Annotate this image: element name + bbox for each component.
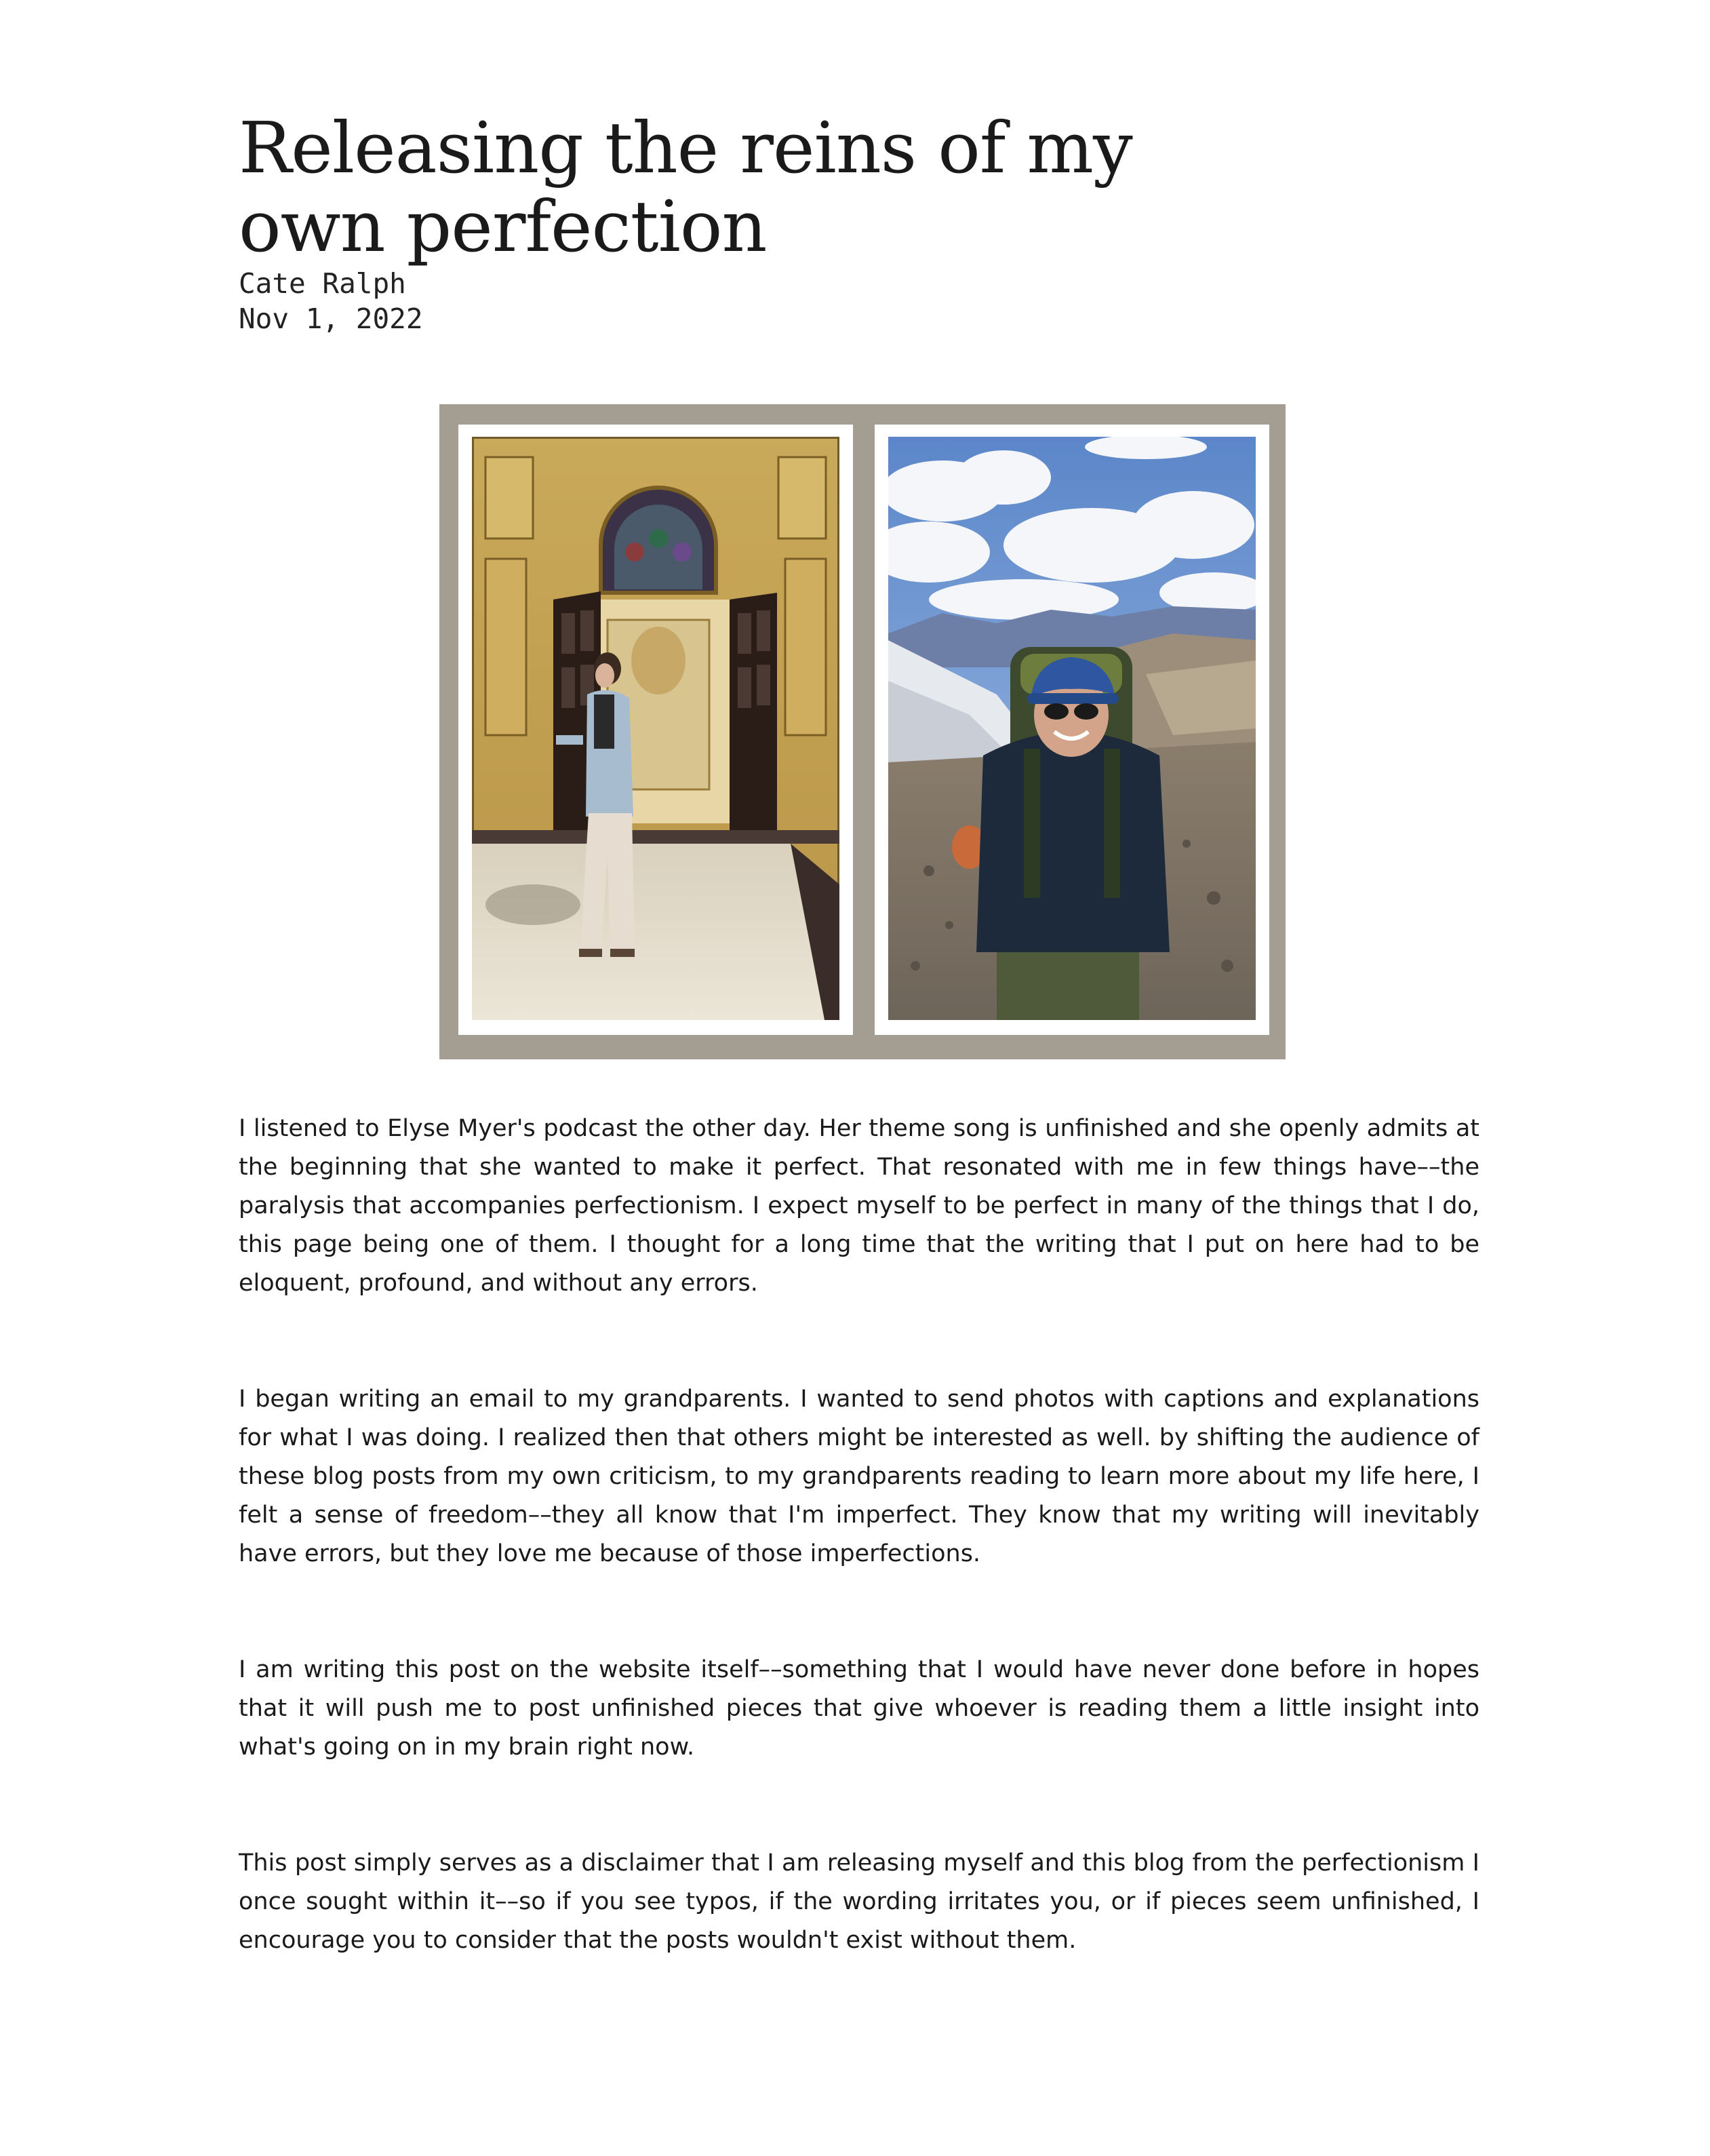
paragraph: I listened to Elyse Myer's podcast the other day. Her theme song is unfinished and she openly admits at the beginning that she wanted to make it perfect. That resonated with me in few things have––the paralysis that accompanies perfectionism. I expect myself to be perfect in many of the things that I do, this page being one of them. I thought for a long time that the writing that I put on here had to be eloquent, profound, and without any errors. (239, 1115, 1479, 1297)
paragraph: This post simply serves as a disclaimer that I am releasing myself and this blog from the perfectionism I once sought within it––so if you see typos, if the wording irritates you, or if pieces seem unfinished, I encourage you to consider that the posts wouldn't exist without them. (239, 1849, 1479, 1954)
paragraph: I began writing an email to my grandparents. I wanted to send photos with captions and explanations for what I was doing. I realized then that others might be interested as well. by shifting the audience of these blog posts from my own criticism, to my grandparents reading to learn more about my life here, I felt a sense of freedom––they all know that I'm imperfect. They know that my writing will inevitably have errors, but they love me because of those imperfections. (239, 1386, 1479, 1567)
mountain-photo-image (888, 437, 1256, 1020)
post-author[interactable]: Cate Ralph (239, 267, 406, 300)
post-header (239, 106, 1479, 336)
photo-frame-right (875, 425, 1269, 1035)
photo-gallery (439, 404, 1286, 1059)
palace-photo-image (472, 437, 839, 1020)
photo-frame-left (458, 425, 853, 1035)
paragraph: I am writing this post on the website itself––something that I would have never done before in hopes that it will push me to post unfinished pieces that give whoever is reading them a little insight into what's going on in my brain right now. (239, 1656, 1479, 1761)
palace-photo[interactable] (472, 437, 839, 1020)
post-date: Nov 1, 2022 (239, 302, 423, 335)
mountain-photo[interactable] (888, 437, 1256, 1020)
post-body (239, 1110, 1479, 2037)
post-title: Releasing the reins of my own perfection (239, 106, 1132, 268)
